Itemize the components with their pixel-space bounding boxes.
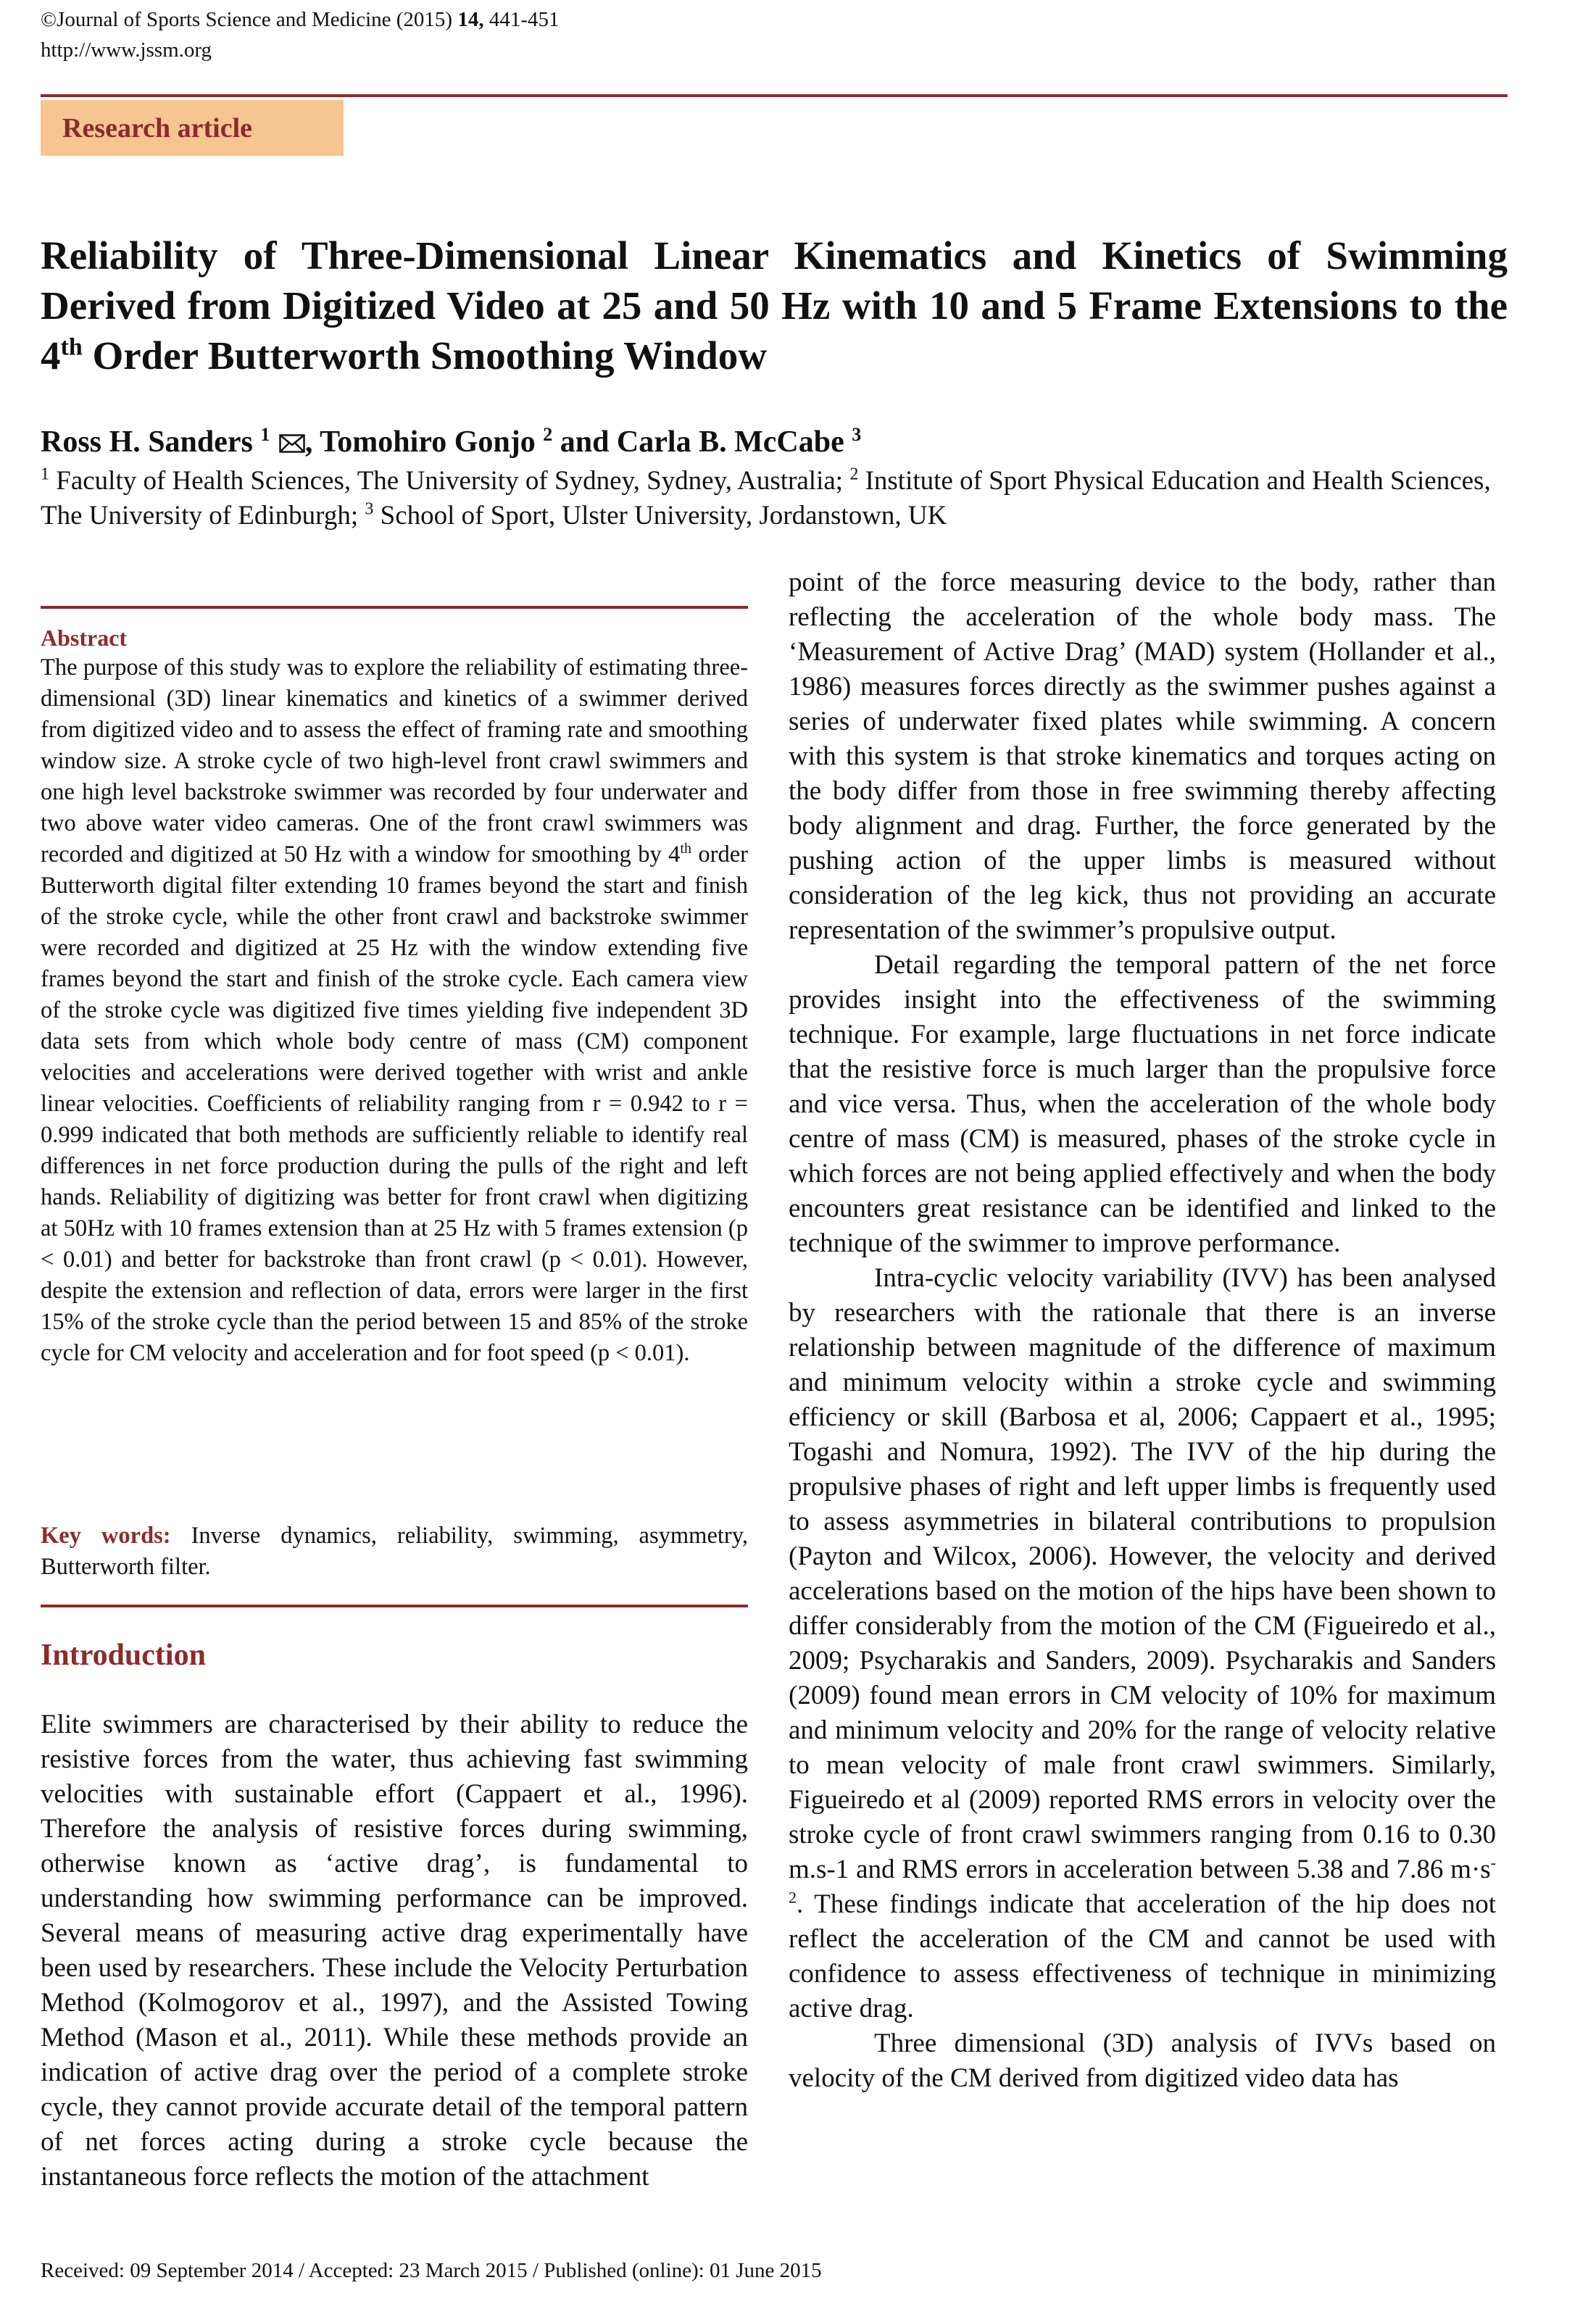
abstract-heading: Abstract <box>41 625 128 651</box>
header-rule <box>41 94 1508 97</box>
article-title: Reliability of Three-Dimensional Linear Kinematics and Kinetics of Swimming Derived from Digitized Video at 25 and 50 Hz with 10 and 5 Frame Extensions to the 4th Order Butterworth Smoothing Window <box>41 233 1508 378</box>
abstract-bottom-rule <box>41 1605 748 1607</box>
envelope-icon[interactable] <box>279 434 305 453</box>
journal-url[interactable]: http://www.jssm.org <box>41 38 212 62</box>
keywords: Key words: Inverse dynamics, reliability, swimming, asymmetry, Butterworth filter. <box>41 1523 748 1580</box>
affiliations: $^1$ Faculty of Health Sciences, The University of Sydney, Sydney, Australia; $^2$ Institute of Sport Physical Education and Health Sciences, The University of Edinburgh; $^3$ School of Sport, Ulster University, Jordanstown, UK <box>41 465 1491 530</box>
right-column-body <box>789 565 1496 2096</box>
volume-number: 14, <box>457 8 484 31</box>
publication-dates: Received: 09 September 2014 / Accepted: 23 March 2015 / Published (online): 01 June 2015 <box>41 2259 822 2282</box>
keywords-label: Key words: <box>41 1523 171 1549</box>
journal-citation: ©Journal of Sports Science and Medicine (2015) 14, 441-451 <box>41 8 560 31</box>
right-paragraph-4: Three dimensional (3D) analysis of IVVs based on velocity of the CM derived from digitized video data has <box>789 2029 1496 2093</box>
right-paragraph-1: point of the force measuring device to the body, rather than reflecting the acceleration of the whole body mass. The ‘Measurement of Active Drag’ (MAD) system (Hollander et al., 1986) measures forces directly as the swimmer pushes against a series of underwater fixed plates while swimming. A concern with this system is that stroke kinematics and torques acting on the body differ from those in free swimming thereby affecting body alignment and drag. Further, the force generated by the pushing action of the upper limbs is measured without consideration of the leg kick, thus not providing an accurate representation of the swimmer’s propulsive output. <box>789 567 1496 945</box>
introduction-body <box>41 1707 748 2194</box>
intro-paragraph: Elite swimmers are characterised by their ability to reduce the resistive forces from the water, thus achieving fast swimming velocities with sustainable effort (Cappaert et al., 1996). Therefore the analysis of resistive forces during swimming, otherwise known as ‘active drag’, is fundamental to understanding how swimming performance can be improved. Several means of measuring active drag experimentally have been used by researchers. These include the Velocity Perturbation Method (Kolmogorov et al., 1997), and the Assisted Towing Method (Mason et al., 2011). While these methods provide an indication of active drag over the period of a complete stroke cycle, they cannot provide accurate detail of the temporal pattern of net forces acting during a stroke cycle because the instantaneous force reflects the motion of the attachment <box>41 1710 748 2192</box>
article-type-badge: Research article <box>41 100 344 156</box>
abstract-text: The purpose of this study was to explore the reliability of estimating three-dimensional (3D) linear kinematics and kinetics of a swimmer derived from digitized video and to assess the effect of framing rate and smoothing window size. A stroke cycle of two high-level front crawl swimmers and one high level backstroke swimmer was recorded by four underwater and two above water video cameras. One of the front crawl swimmers was recorded and digitized at 50 Hz with a window for smoothing by 4th order Butterworth digital filter extending 10 frames beyond the start and finish of the stroke cycle, while the other front crawl and backstroke swimmer were recorded and digitized at 25 Hz with the window extending five frames beyond the start and finish of the stroke cycle. Each camera view of the stroke cycle was digitized five times yielding five independent 3D data sets from which whole body centre of mass (CM) component velocities and accelerations were derived together with wrist and ankle linear velocities. Coefficients of reliability ranging from r = 0.942 to r = 0.999 indicated that both methods are sufficiently reliable to identify real differences in net force production during the pulls of the right and left hands. Reliability of digitizing was better for front crawl when digitizing at 50Hz with 10 frames extension than at 25 Hz with 5 frames extension (p < 0.01) and better for backstroke than front crawl (p < 0.01). However, despite the extension and reflection of data, errors were larger in the first 15% of the stroke cycle than the period between 15 and 85% of the stroke cycle for CM velocity and acceleration and for foot speed (p < 0.01). <box>41 654 748 1366</box>
abstract-top-rule <box>41 606 748 609</box>
right-paragraph-3: Intra-cyclic velocity variability (IVV) has been analysed by researchers with the rationale that there is an inverse relationship between magnitude of the difference of maximum and minimum velocity within a stroke cycle and swimming efficiency or skill (Barbosa et al, 2006; Cappaert et al., 1995; Togashi and Nomura, 1992). The IVV of the hip during the propulsive phases of right and left upper limbs is frequently used to assess asymmetries in bilateral contributions to propulsion (Payton and Wilcox, 2006). However, the velocity and derived accelerations based on the motion of the hips have been shown to differ considerably from the motion of the CM (Figueiredo et al., 2009; Psycharakis and Sanders, 2009). Psycharakis and Sanders (2009) found mean errors in CM velocity of 10% for maximum and minimum velocity and 20% for the range of velocity relative to mean velocity of male front crawl swimmers. Similarly, Figueiredo et al (2009) reported RMS errors in velocity over the stroke cycle of front crawl swimmers ranging from 0.16 to 0.30 m.s-1 and RMS errors in acceleration between 5.38 and 7.86 $m\cdot s^{-2}$. These findings indicate that acceleration of the hip does not reflect the acceleration of the CM and cannot be used with confidence to assess effectiveness of technique in minimizing active drag. <box>789 1263 1496 2023</box>
introduction-heading: Introduction <box>41 1639 206 1672</box>
right-paragraph-2: Detail regarding the temporal pattern of the net force provides insight into the effectiveness of the swimming technique. For example, large fluctuations in net force indicate that the resistive force is much larger than the propulsive force and vice versa. Thus, when the acceleration of the whole body centre of mass (CM) is measured, phases of the stroke cycle in which forces are not being applied effectively and when the body encounters great resistance can be identified and linked to the technique of the swimmer to improve performance. <box>789 950 1496 1258</box>
author-list: Ross H. Sanders $^1$ , Tomohiro Gonjo $^2$ and Carla B. McCabe $^3$ <box>41 424 862 459</box>
